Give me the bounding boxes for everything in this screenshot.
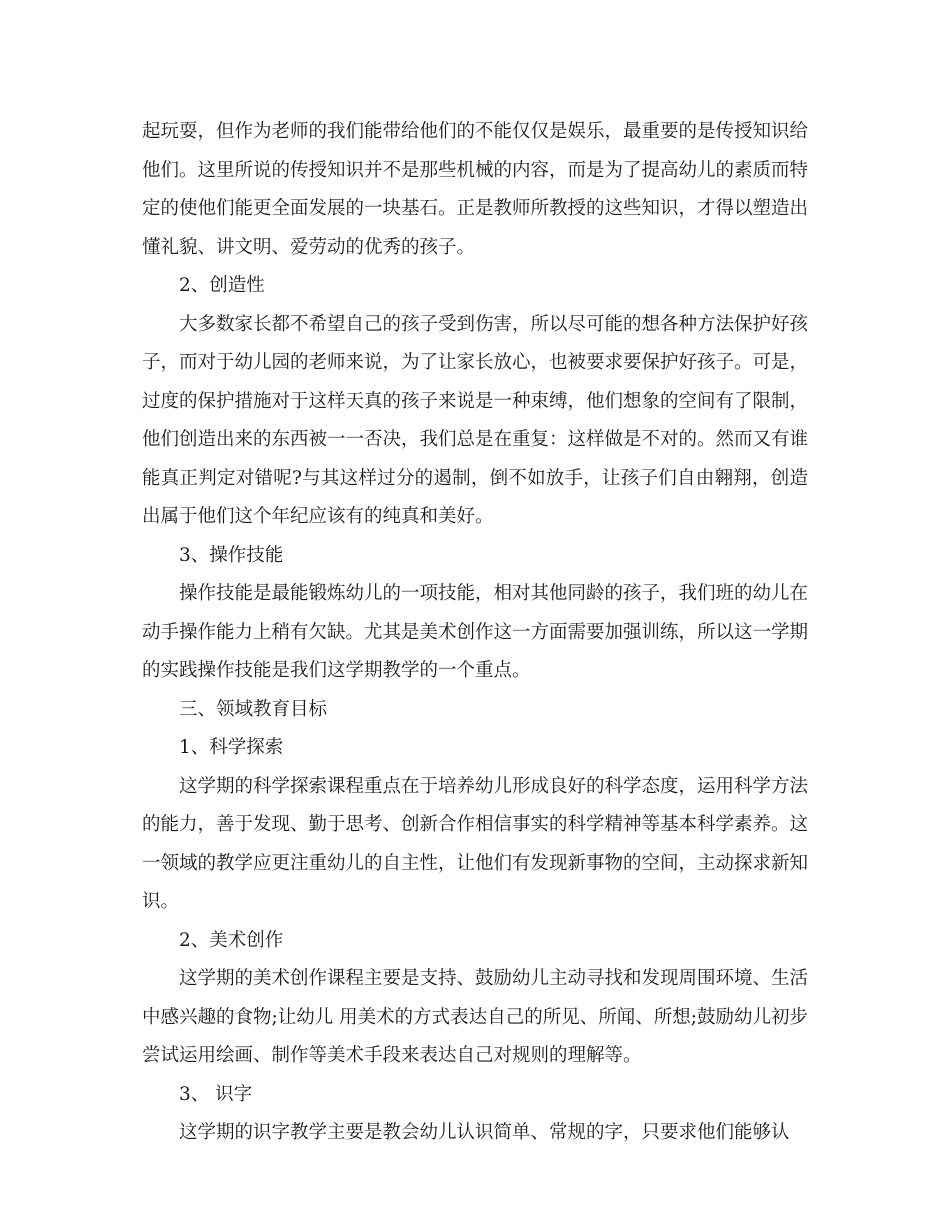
section-heading-domain-goals: 三、领域教育目标 [179,698,328,720]
section-heading-art: 2、美术创作 [179,929,284,951]
section-heading-literacy: 3、 识字 [179,1083,253,1105]
section-heading-creativity: 2、创造性 [179,275,265,296]
section-heading-science: 1、科学探索 [179,737,284,758]
body-paragraph: 这学期的科学探索课程重点在于培养幼儿形成良好的科学态度，运用科学方法的能力，善于发现、勤于思考、创新合作相信事实的科学精神等基本科学素养。这一领域的教学应更注重幼儿的自主性，让他们有发现新事物的空间，主动探求新知识。 [142,775,809,912]
body-paragraph: 大多数家长都不希望自己的孩子受到伤害，所以尽可能的想各种方法保护好孩子，而对于幼儿园的老师来说，为了让家长放心，也被要求要保护好孩子。可是，过度的保护措施对于这样天真的孩子来说是一种束缚，他们想象的空间有了限制，他们创造出来的东西被一一否决，我们总是在重复：这样做是不对的。然而又有谁能真正判定对错呢?与其这样过分的遏制，倒不如放手，让孩子们自由翱翔，创造出属于他们这个年纪应该有的纯真和美好。 [142,313,809,527]
section-heading-operation-skills: 3、操作技能 [179,544,284,566]
body-paragraph: 起玩耍，但作为老师的我们能带给他们的不能仅仅是娱乐，最重要的是传授知识给他们。这里所说的传授知识并不是那些机械的内容，而是为了提高幼儿的素质而特定的使他们能更全面发展的一块基石。正是教师所教授的这些知识，才得以塑造出懂礼貌、讲文明、爱劳动的优秀的孩子。 [142,121,809,258]
body-paragraph: 这学期的识字教学主要是教会幼儿认识简单、常规的字，只要求他们能够认 [179,1122,790,1143]
document-body [142,113,808,1153]
body-paragraph: 操作技能是最能锻炼幼儿的一项技能，相对其他同龄的孩子，我们班的幼儿在动手操作能力上稍有欠缺。尤其是美术创作这一方面需要加强训练，所以这一学期的实践操作技能是我们这学期教学的一个重点。 [142,583,809,681]
body-paragraph: 这学期的美术创作课程主要是支持、鼓励幼儿主动寻找和发现周围环境、生活中感兴趣的食物;让幼儿 用美术的方式表达自己的所见、所闻、所想;鼓励幼儿初步尝试运用绘画、制作等美术手段来表达自己对规则的理解等。 [142,968,809,1066]
